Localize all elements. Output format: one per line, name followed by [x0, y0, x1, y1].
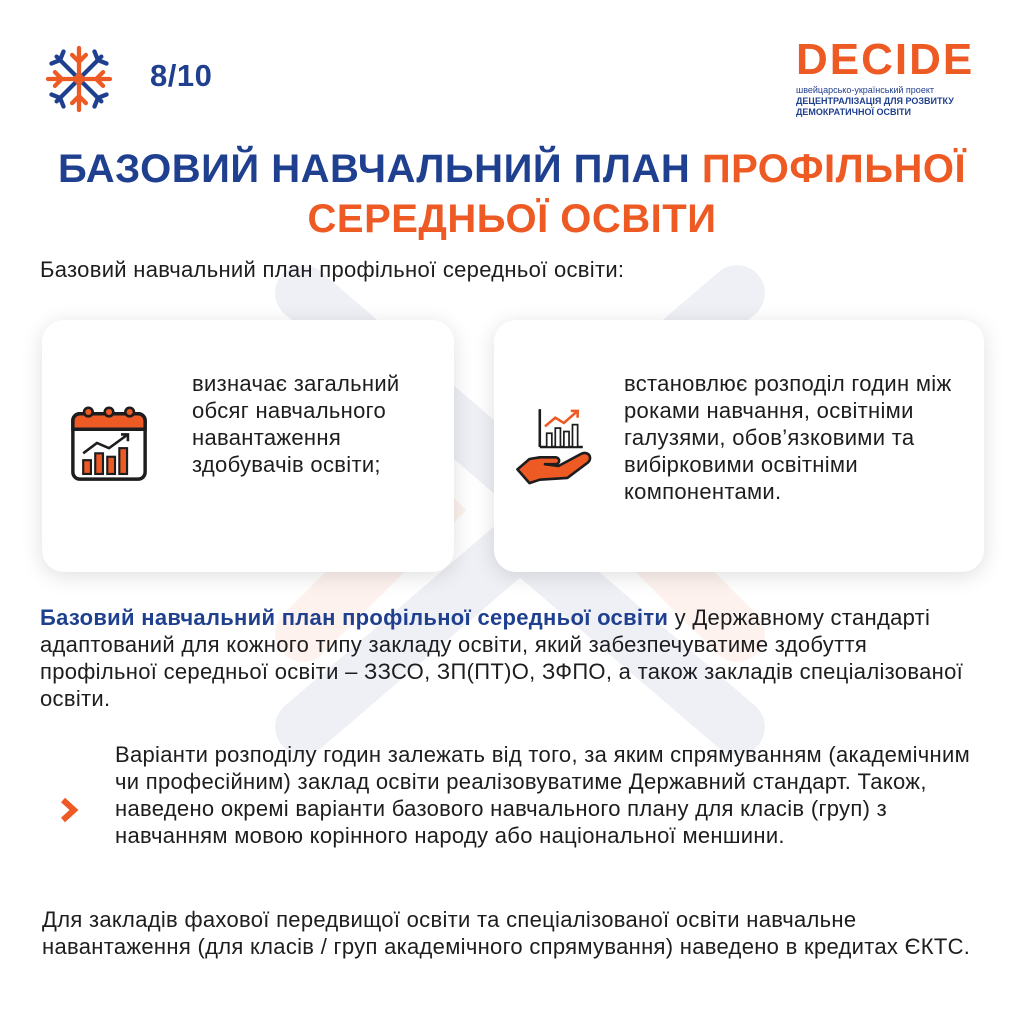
calendar-chart-icon: [66, 400, 152, 486]
info-card-distribution: [494, 320, 984, 572]
paragraph-rest: у Державному стандарті адаптований для кожного типу закладу освіти, який забезпечуватиме здобуття профільної середньої освіти – ЗЗСО, ЗП(ПТ)О, ЗФПО, а також закладів спеціалізованої освіти.: [40, 605, 964, 711]
snowflake-logo-icon: [36, 36, 122, 122]
title-part-orange: ПРОФІЛЬНОЇ СЕРЕДНЬОЇ ОСВІТИ: [307, 147, 967, 241]
page-title: [40, 144, 984, 244]
brand-subtitle: швейцарсько-український проект: [796, 85, 934, 95]
hand-chart-icon: [514, 404, 600, 490]
bullet-text: Варіанти розподілу годин залежать від того, за яким спрямуванням (академічним чи професійним) заклад освіти реалізовуватиме Державний стандарт. Також, наведено окремі варіанти базового навчального плану для класів (груп) з навчанням мовою корінного народу або національної меншини.: [115, 742, 971, 848]
brand-logo: [796, 35, 986, 118]
chevron-right-icon: [56, 797, 82, 823]
card-text-volume: визначає загальний обсяг навчального навантаження здобувачів освіти;: [192, 371, 400, 477]
page-counter: 8/10: [150, 58, 213, 93]
footer-text: Для закладів фахової передвищої освіти та спеціалізованої освіти навчальне навантаження (для класів / груп академічного спрямування) наведено в кредитах ЄКТС.: [42, 907, 971, 959]
intro-text: Базовий навчальний план профільної середньої освіти:: [40, 257, 625, 282]
title-part-blue: БАЗОВИЙ НАВЧАЛЬНИЙ ПЛАН: [57, 147, 702, 191]
paragraph-emphasis: Базовий навчальний план профільної середньої освіти: [40, 605, 669, 630]
brand-line-1: ДЕЦЕНТРАЛІЗАЦІЯ ДЛЯ РОЗВИТКУ: [796, 96, 954, 106]
brand-name: DECIDE: [796, 35, 975, 84]
card-text-distribution: встановлює розподіл годин між роками навчання, освітніми галузями, обов’язковими та вибірковими освітніми компонентами.: [624, 371, 952, 504]
brand-line-2: ДЕМОКРАТИЧНОЇ ОСВІТИ: [796, 107, 911, 117]
info-card-volume: [42, 320, 454, 572]
description-paragraph: [40, 604, 990, 712]
